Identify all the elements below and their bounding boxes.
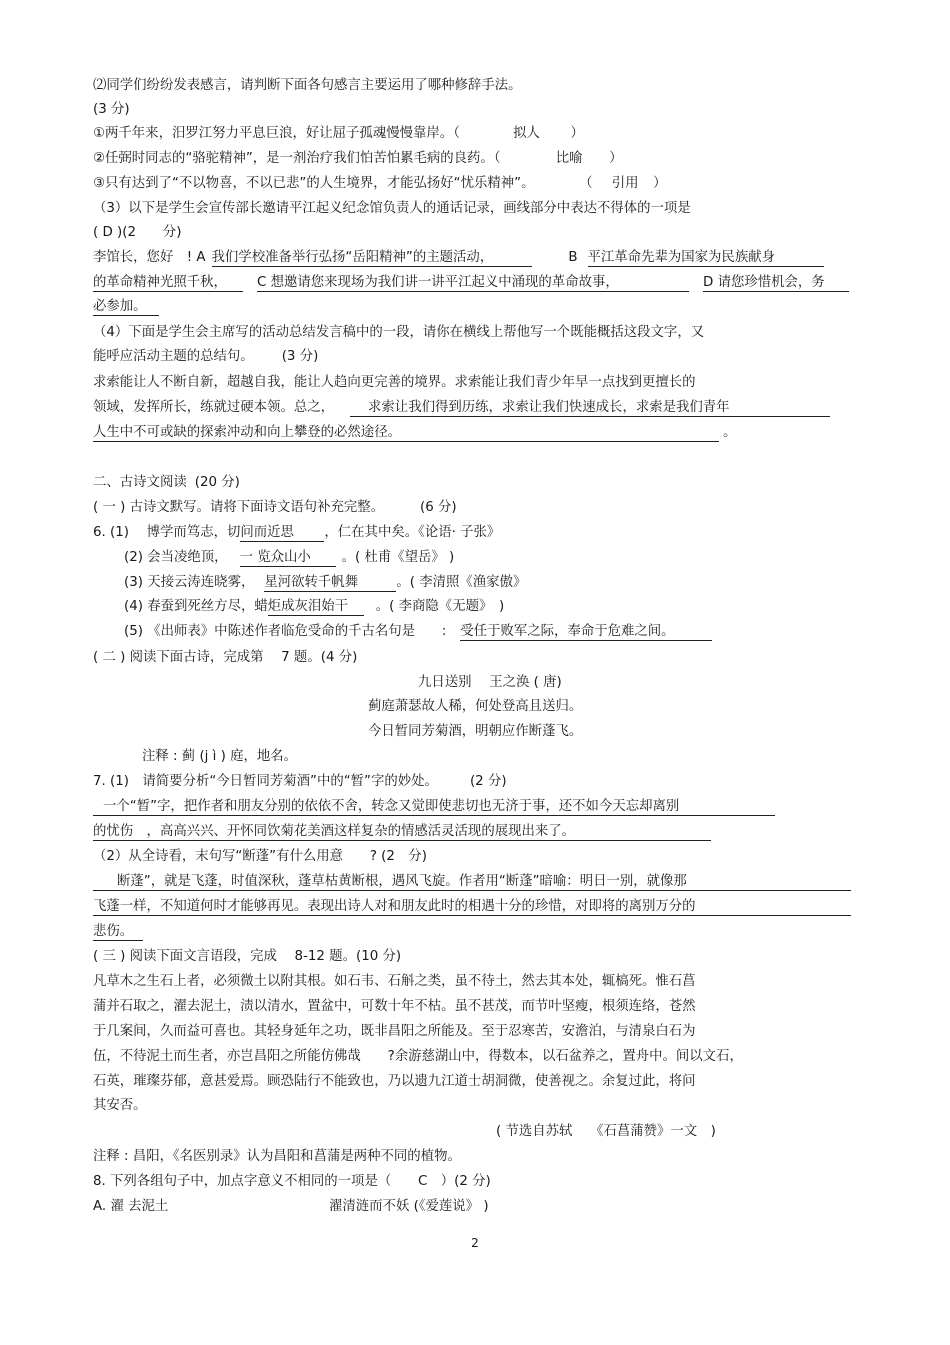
- q5-2-item-1: ①两千年来，汨罗江努力平息巨浪，好让屈子孤魂慢慢靠岸。（ 拟人 ）: [93, 126, 584, 141]
- classical-text-line: 其安否。: [93, 1098, 147, 1113]
- q5-3-line-1: 李馆长，您好 ! A 我们学校准备举行弘扬“岳阳精神”的主题活动， B 平江革命先辈为国家为民族献身: [93, 251, 824, 267]
- q7-2-answer-1: 断蓬”，就是飞蓬，时值深秋，蓬草枯黄断根，遇风飞旋。作者用“断蓬”暗喻：明日一别，就像那: [93, 875, 851, 891]
- poem-note: 注释 : 蓟 (j ì ) 庭，地名。: [142, 749, 298, 764]
- q7-2-answer-3: 悲伤。: [93, 925, 143, 941]
- classical-text-line: 蒲并石取之，濯去泥土，渍以清水，置盆中，可数十年不枯。虽不甚茂，而节叶坚瘦，根须连络，苍然: [93, 999, 696, 1014]
- page-number: 2: [471, 1236, 479, 1250]
- q5-3-line-3: 必参加。: [93, 300, 159, 316]
- q6-2: (2) 会当凌绝顶， 一 览众山小 。( 杜甫《望岳》 ): [124, 551, 454, 567]
- q5-2-item-3: ③只有达到了“不以物喜，不以已悲”的人生境界，才能弘扬好“忧乐精神”。 （ 引用 ）: [93, 176, 667, 191]
- poem-title: 九日送别 王之涣 ( 唐): [418, 675, 562, 690]
- classical-text-line: 伍，不待泥土而生者，亦岂昌阳之所能仿佛哉 ?余游慈湖山中，得数本，以石盆养之，置舟中。间以文石，: [93, 1049, 743, 1064]
- poem-line-1: 蓟庭萧瑟故人稀，何处登高且送归。: [368, 699, 583, 714]
- q5-3-stem: （3）以下是学生会宣传部长邀请平江起义纪念馆负责人的通话记录，画线部分中表达不得体的一项是: [93, 201, 691, 216]
- q8: 8. 下列各组句子中，加点字意义不相同的一项是（ C ）(2 分): [93, 1174, 491, 1189]
- q5-4-para-1: 求索能让人不断自新，超越自我，能让人趋向更完善的境界。求索能让我们青少年早一点找到更擅长的: [93, 375, 696, 390]
- q7-1-answer-1: 一个“暂”字，把作者和朋友分别的依依不舍，转念又觉即使悲切也无济于事，还不如今天忘却离别: [93, 800, 775, 816]
- q5-4-stem-1: （4）下面是学生会主席写的活动总结发言稿中的一段，请你在横线上帮他写一个既能概括这段文字，又: [93, 325, 705, 340]
- text-note: 注释 : 昌阳，《名医别录》认为昌阳和菖蒲是两种不同的植物。: [93, 1149, 461, 1164]
- classical-text-line: 石英，璀璨芬郁，意甚爱焉。顾恐陆行不能致也，乃以遗九江道士胡洞微，使善视之。余复过此，将问: [93, 1074, 696, 1089]
- q7-1-answer-2: 的忧伤 ，高高兴兴、开怀同饮菊花美酒这样复杂的情感活灵活现的展现出来了。: [93, 825, 711, 841]
- q6-4: (4) 春蚕到死丝方尽，蜡炬成灰泪始干 。( 李商隐《无题》 ): [124, 600, 504, 616]
- q5-4-stem-2: 能呼应活动主题的总结句。 (3 分): [93, 349, 319, 364]
- q5-2-score: (3 分): [93, 102, 130, 117]
- section-2-title: 二、古诗文阅读 (20 分): [93, 475, 240, 490]
- part-3-heading: ( 三 ) 阅读下面文言语段，完成 8-12 题。(10 分): [93, 949, 402, 964]
- q7-1: 7. (1) 请简要分析“今日暂同芳菊酒”中的“暂”字的妙处。 (2 分): [93, 774, 507, 789]
- q6-3: (3) 天接云涛连晓雾， 星河欲转千帆舞 。( 李清照《渔家傲》: [124, 576, 526, 592]
- classical-text-line: 于几案间，久而益可喜也。其轻身延年之功，既非昌阳之所能及。至于忍寒苦，安澹泊，与清泉白石为: [93, 1024, 696, 1039]
- q8-option-a: A. 濯 去泥土 濯清涟而不妖 (《爱莲说》 ): [93, 1199, 489, 1214]
- q6-1: 6. (1) 博学而笃志，切问而近思 ，仁在其中矣。《论语· 子张》: [93, 526, 500, 542]
- poem-line-2: 今日暂同芳菊酒，明朝应作断蓬飞。: [368, 724, 583, 739]
- classical-text-line: 凡草木之生石上者，必须微土以附其根。如石韦、石斛之类，虽不待土，然去其本处，辄槁死。惟石菖: [93, 974, 696, 989]
- q5-2-stem: ⑵同学们纷纷发表感言，请判断下面各句感言主要运用了哪种修辞手法。: [93, 78, 522, 93]
- q5-2-item-2: ②任弼时同志的“骆驼精神”，是一剂治疗我们怕苦怕累毛病的良药。（ 比喻 ）: [93, 151, 623, 166]
- part-1-heading: ( 一 ) 古诗文默写。请将下面诗文语句补充完整。 (6 分): [93, 500, 457, 515]
- q6-5: (5) 《出师表》中陈述作者临危受命的千古名句是 : 受任于败军之际，奉命于危难之间。: [124, 625, 712, 641]
- q5-3-line-2: 的革命精神光照千秋， C 想邀请您来现场为我们讲一讲平江起义中涌现的革命故事， D 请您珍惜机会，务: [93, 276, 849, 292]
- q5-4-answer-2: 人生中不可或缺的探索冲动和向上攀登的必然途径。 。: [93, 426, 736, 442]
- q7-2: （2）从全诗看，末句写“断蓬”有什么用意 ? (2 分): [93, 849, 427, 864]
- part-2-heading: ( 二 ) 阅读下面古诗，完成第 7 题。(4 分): [93, 650, 358, 665]
- q5-4-para-2: 领域，发挥所长，练就过硬本领。总之， 求索让我们得到历练，求索让我们快速成长，求索是我们青年: [93, 401, 830, 417]
- q5-3-answer: ( D )(2 分): [93, 225, 182, 240]
- text-source: ( 节选自苏轼 《石菖蒲赞》一文 ): [496, 1124, 716, 1139]
- q7-2-answer-2: 飞蓬一样，不知道何时才能够再见。表现出诗人对和朋友此时的相遇十分的珍惜，对即将的离别万分的: [93, 900, 851, 916]
